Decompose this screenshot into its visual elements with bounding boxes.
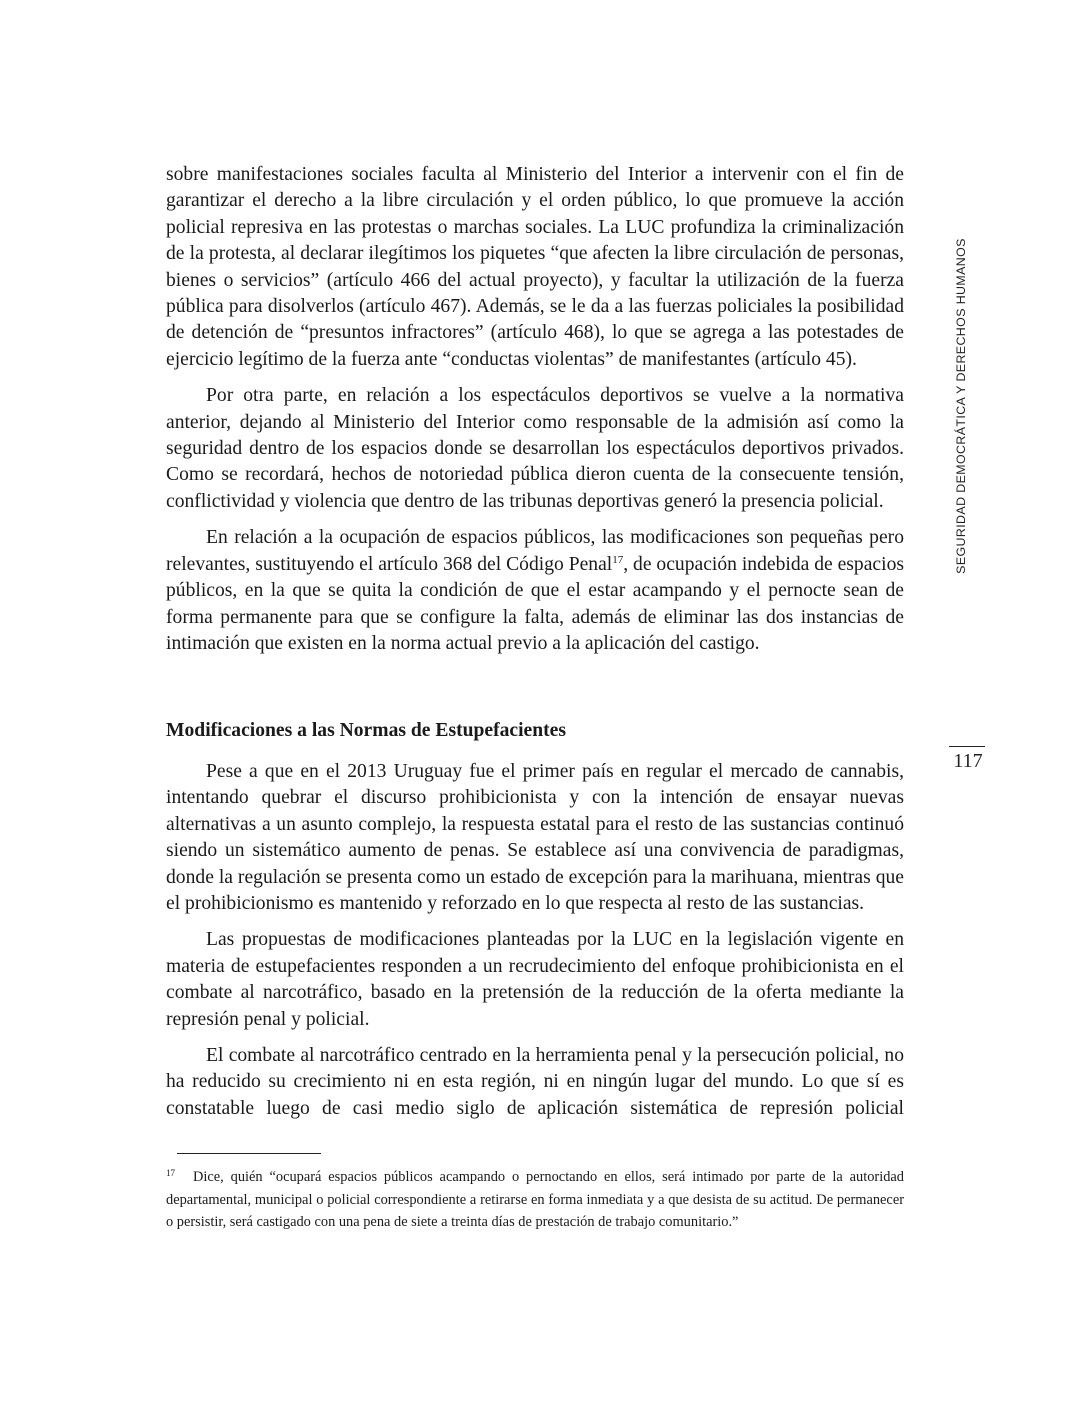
paragraph-6: El combate al narcotráfico centrado en la herramienta penal y la persecución policial, no ha reducido su crecimiento ni en esta región, ni en ningún lugar del mundo. Lo que sí es constatable luego de casi medio siglo de aplicación sistemática de represión policial	[166, 1045, 904, 1119]
footnote	[166, 1162, 904, 1234]
footnote-reference: 17	[612, 553, 624, 566]
running-header-text: SEGURIDAD DEMOCRÁTICA Y DERECHOS HUMANOS	[954, 238, 968, 574]
body-block-2	[166, 759, 904, 1122]
page-number-rule	[949, 746, 985, 747]
body-block-1	[166, 162, 904, 657]
footnote-text: Dice, quién “ocupará espacios públicos acampando o pernoctando en ellos, será intimado por parte de la autoridad departamental, municipal o policial correspondiente a retirarse en forma inmediata y a que desista de su actitud. De permanecer o persistir, será castigado con una pena de siete a treinta días de prestación de trabajo comunitario.”	[166, 1169, 904, 1231]
section-heading: Modificaciones a las Normas de Estupefacientes	[166, 720, 566, 741]
paragraph-3-text-b: , de ocupación indebida de espacios públicos, en la que se quita la condición de que el estar acampando y el pernocte sean de forma permanente para que se configure la falta, además de eliminar las dos instancias de intimación que existen en la norma actual previo a la aplicación del castigo.	[166, 553, 904, 654]
paragraph-4: Pese a que en el 2013 Uruguay fue el primer país en regular el mercado de cannabis, intentando quebrar el discurso prohibicionista y con la intención de ensayar nuevas alternativas a un asunto complejo, la respuesta estatal para el resto de las sustancias continuó siendo un sistemático aumento de penas. Se establece así una convivencia de paradigmas, donde la regulación se presenta como un estado de excepción para la marihuana, mientras que el prohibicionismo es mantenido y reforzado en lo que respecta al resto de las sustancias.	[166, 761, 904, 915]
paragraph-1: sobre manifestaciones sociales faculta al Ministerio del Interior a intervenir con el fin de garantizar el derecho a la libre circulación y el orden público, lo que promueve la acción policial represiva en las protestas o marchas sociales. La LUC profundiza la criminalización de la protesta, al declarar ilegítimos los piquetes “que afecten la libre circulación de personas, bienes o servicios” (artículo 466 del actual proyecto), y facultar la utilización de la fuerza pública para disolverlos (artículo 467). Además, se le da a las fuerzas policiales la posibilidad de detención de “presuntos infractores” (artículo 468), lo que se agrega a las potestades de ejercicio legítimo de la fuerza ante “conductas violentas” de manifestantes (artículo 45).	[166, 164, 904, 370]
paragraph-5: Las propuestas de modificaciones planteadas por la LUC en la legislación vigente en materia de estupefacientes responden a un recrudecimiento del enfoque prohibicionista en el combate al narcotráfico, basado en la pretensión de la reducción de la oferta mediante la represión penal y policial.	[166, 929, 904, 1030]
paragraph-3	[166, 525, 904, 657]
footnote-separator	[177, 1153, 321, 1154]
paragraph-3-text-a: En relación a la ocupación de espacios públicos, las modificaciones son pequeñas pero relevantes, sustituyendo el artículo 368 del Código Penal	[166, 527, 904, 575]
footnote-mark: 17	[166, 1168, 175, 1178]
running-header-vertical	[951, 238, 971, 574]
page-number: 117	[953, 750, 983, 772]
paragraph-2: Por otra parte, en relación a los espectáculos deportivos se vuelve a la normativa anterior, dejando al Ministerio del Interior como responsable de la admisión así como la seguridad dentro de los espacios donde se desarrollan los espectáculos deportivos privados. Como se recordará, hechos de notoriedad pública dieron cuenta de la consecuente tensión, conflictividad y violencia que dentro de las tribunas deportivas generó la presencia policial.	[166, 385, 904, 512]
